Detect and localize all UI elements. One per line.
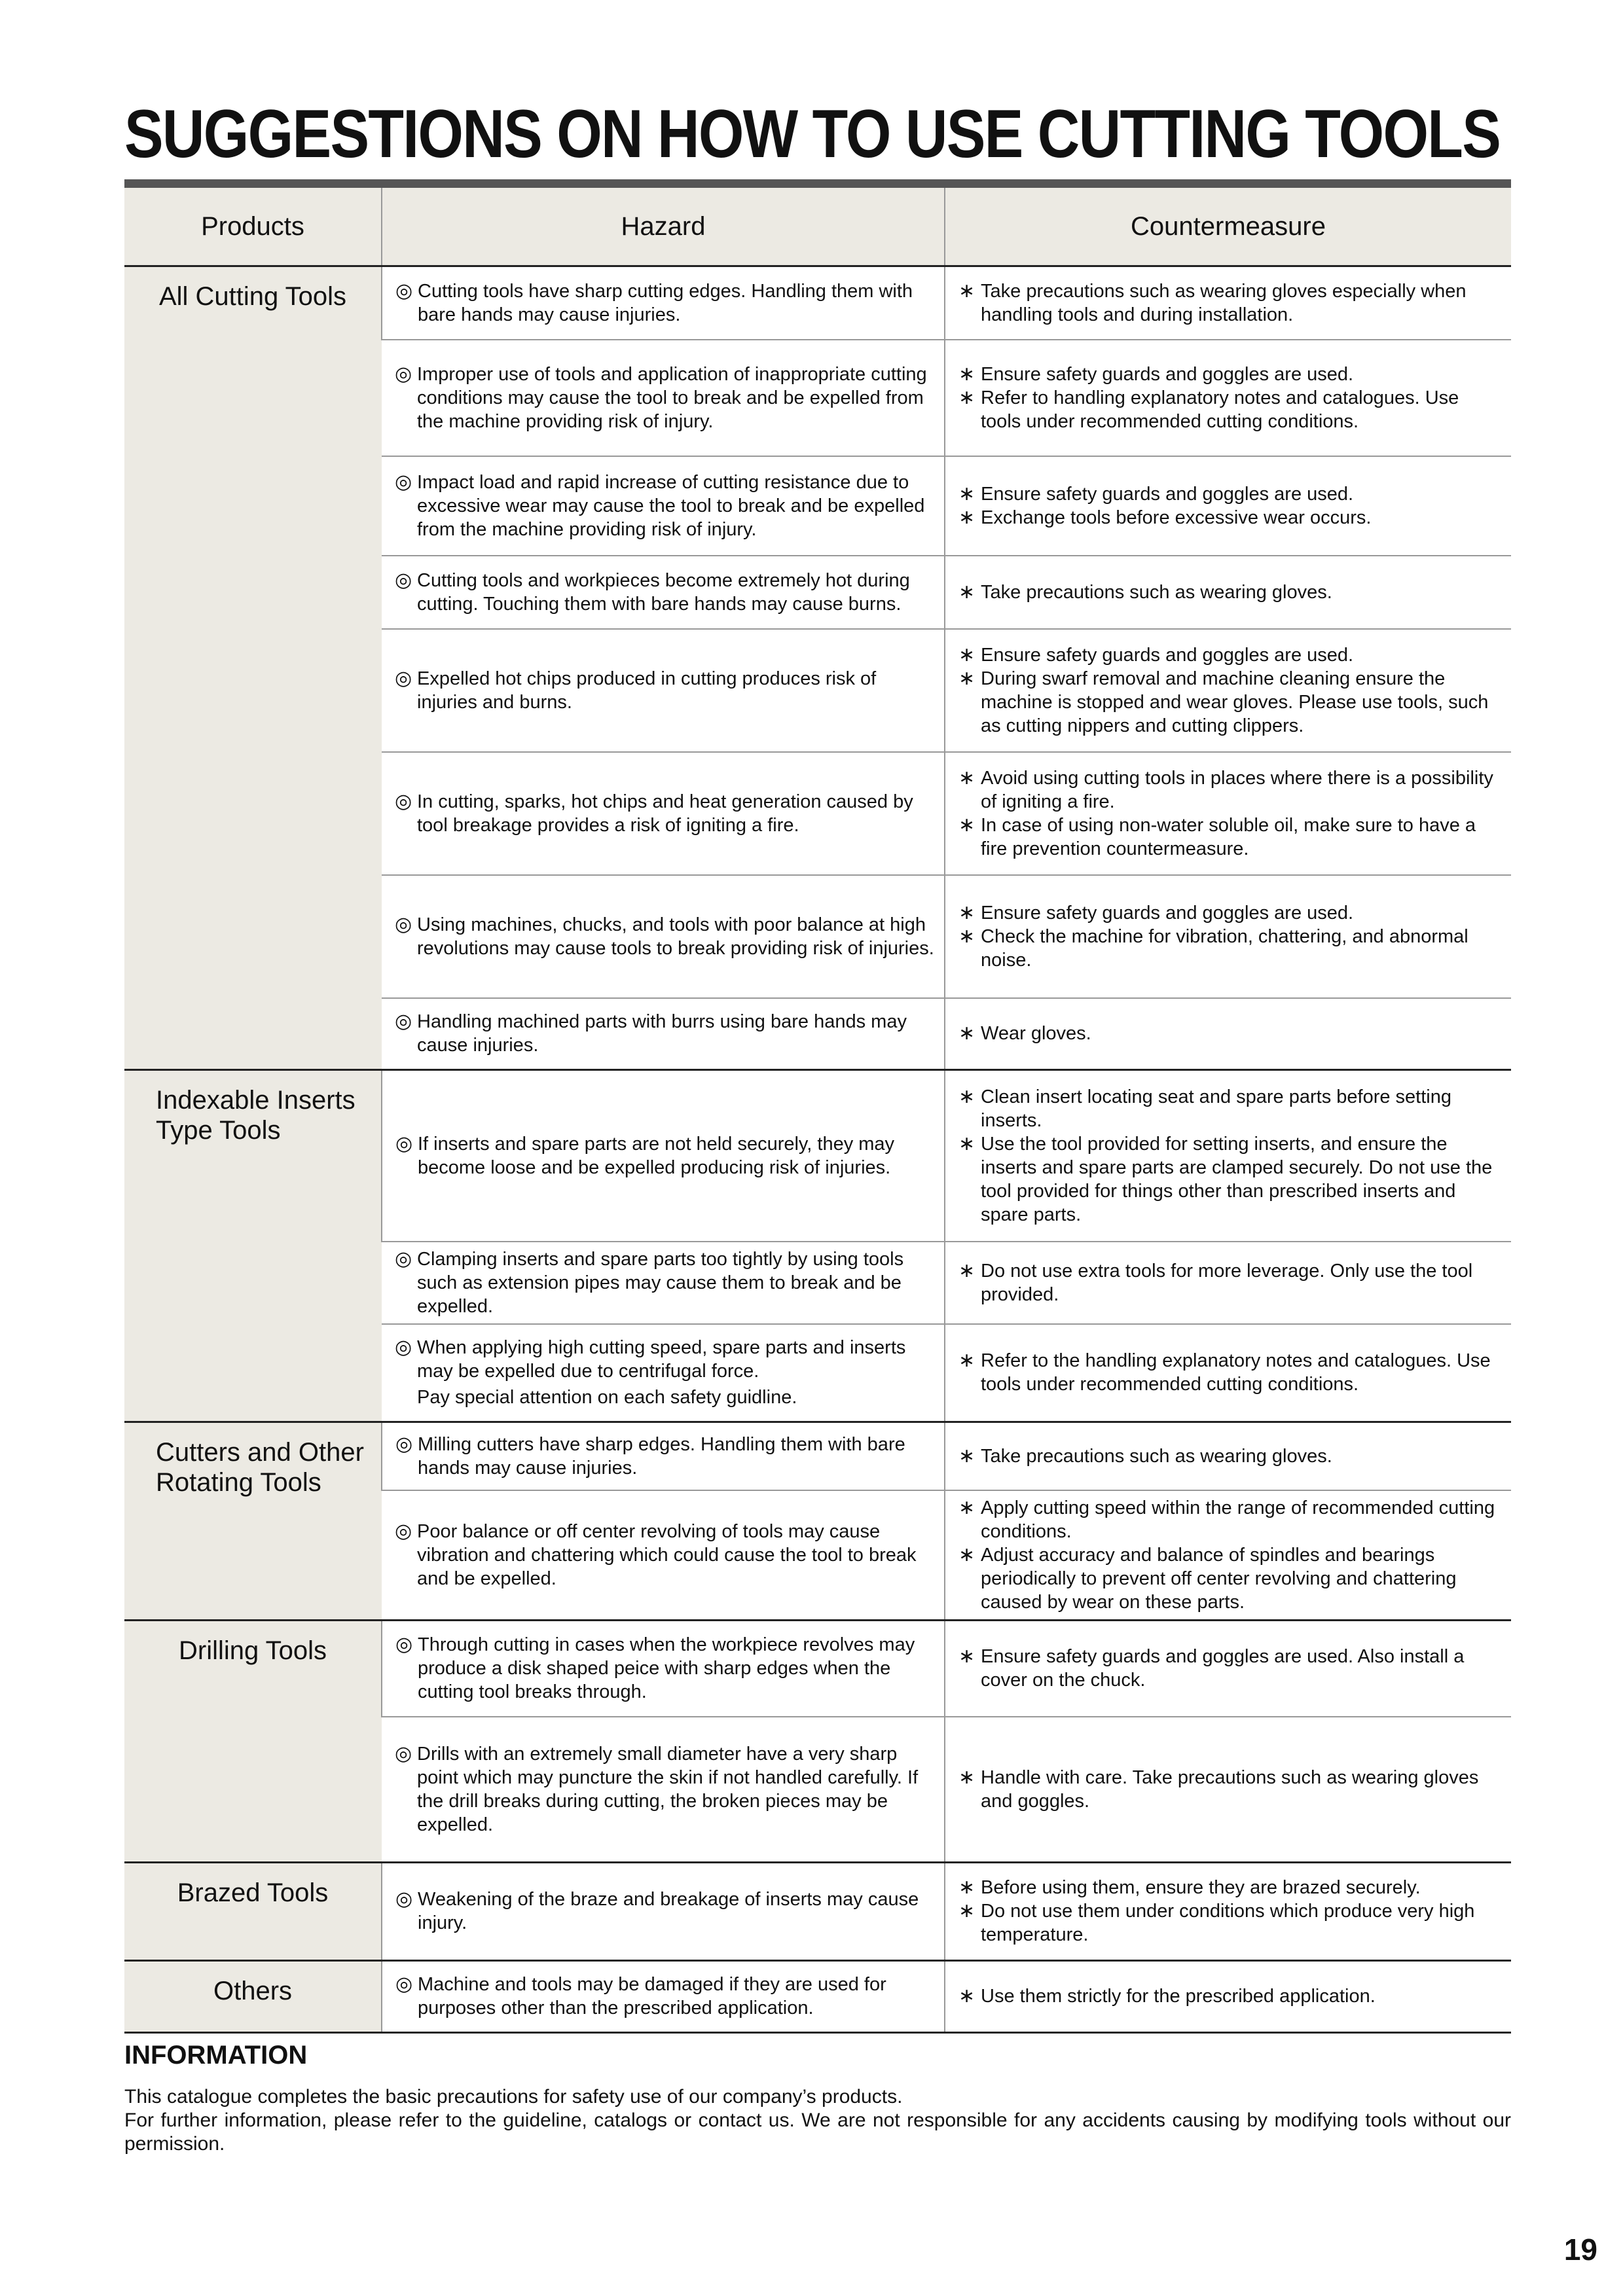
hazard-item: [395, 1888, 935, 1935]
hazard-marker-icon: ◎: [395, 1336, 412, 1359]
hazard-cell: [382, 266, 945, 340]
countermeasure-text: Clean insert locating seat and spare parts before setting inserts.: [981, 1086, 1451, 1131]
hazard-cell: [382, 875, 945, 998]
countermeasure-text: Do not use them under conditions which produce very high temperature.: [981, 1901, 1475, 1945]
header-countermeasure: Countermeasure: [945, 188, 1511, 266]
countermeasure-cell: [945, 1620, 1511, 1717]
asterisk-icon: ∗: [958, 363, 976, 385]
countermeasure-cell: [945, 1490, 1511, 1621]
asterisk-icon: ∗: [958, 1444, 976, 1467]
countermeasure-text: Exchange tools before excessive wear occurs.: [981, 507, 1372, 528]
countermeasure-text: Ensure safety guards and goggles are used. Also install a cover on the chuck.: [981, 1646, 1465, 1691]
hazard-text: If inserts and spare parts are not held securely, they may become loose and be expelled producing risk of injuries.: [418, 1133, 895, 1178]
table-row: [124, 266, 1511, 340]
countermeasure-item: [958, 1349, 1502, 1396]
asterisk-icon: ∗: [958, 1259, 976, 1282]
countermeasure-cell: [945, 1242, 1511, 1324]
countermeasure-text: Take precautions such as wearing gloves.: [981, 1445, 1332, 1467]
asterisk-icon: ∗: [958, 386, 976, 408]
hazard-cell: [382, 629, 945, 752]
hazard-item: [395, 1010, 935, 1057]
hazard-text: Weakening of the braze and breakage of inserts may cause injury.: [418, 1889, 919, 1933]
hazard-text: Through cutting in cases when the workpiece revolves may produce a disk shaped peice with sharp edges when the cutting tool breaks through.: [418, 1634, 915, 1703]
countermeasure-cell: [945, 629, 1511, 752]
countermeasure-text: Handle with care. Take precautions such as wearing gloves and goggles.: [981, 1767, 1479, 1812]
hazard-item: [395, 1973, 935, 2020]
asterisk-icon: ∗: [958, 814, 976, 836]
hazard-marker-icon: ◎: [395, 790, 412, 812]
asterisk-icon: ∗: [958, 1645, 976, 1668]
countermeasure-text: Refer to handling explanatory notes and catalogues. Use tools under recommended cutting conditions.: [981, 387, 1459, 432]
countermeasure-item: [958, 1085, 1502, 1132]
hazard-item: [395, 1336, 935, 1383]
countermeasure-text: Wear gloves.: [981, 1023, 1091, 1045]
table-row: [124, 1422, 1511, 1490]
hazard-text: Machine and tools may be damaged if they are used for purposes other than the prescribed application.: [418, 1974, 886, 2018]
table-row: [124, 1620, 1511, 1717]
hazard-cell: [382, 1242, 945, 1324]
hazard-text: Handling machined parts with burrs using bare hands may cause injuries.: [417, 1011, 907, 1056]
countermeasure-item: [958, 386, 1502, 433]
asterisk-icon: ∗: [958, 643, 976, 666]
countermeasure-cell: [945, 556, 1511, 629]
hazard-marker-icon: ◎: [395, 363, 412, 385]
hazard-item: [395, 471, 935, 541]
asterisk-icon: ∗: [958, 1766, 976, 1788]
hazard-marker-icon: ◎: [395, 569, 412, 591]
product-cell: Drilling Tools: [124, 1620, 382, 1862]
countermeasure-item: [958, 363, 1502, 386]
countermeasure-text: Ensure safety guards and goggles are used.: [981, 902, 1354, 924]
hazard-cell: [382, 1422, 945, 1490]
information-line: For further information, please refer to the guideline, catalogs or contact us. We are not responsible for any accidents causing by modifying tools without our permission.: [124, 2109, 1511, 2155]
countermeasure-text: Do not use extra tools for more leverage. Only use the tool provided.: [981, 1260, 1473, 1305]
hazard-item: [395, 1132, 935, 1179]
hazard-marker-icon: ◎: [395, 471, 412, 493]
product-cell: Cutters and Other Rotating Tools: [124, 1422, 382, 1621]
hazard-text: When applying high cutting speed, spare parts and inserts may be expelled due to centrifugal force.: [417, 1337, 906, 1382]
hazard-item: [395, 1742, 935, 1837]
product-cell: Others: [124, 1960, 382, 2032]
countermeasure-item: [958, 1984, 1502, 2008]
countermeasure-item: [958, 1766, 1502, 1813]
asterisk-icon: ∗: [958, 1900, 976, 1922]
hazard-cell: [382, 1717, 945, 1862]
asterisk-icon: ∗: [958, 1543, 976, 1566]
countermeasure-text: Before using them, ensure they are brazed securely.: [981, 1877, 1421, 1898]
hazard-text: Cutting tools have sharp cutting edges. Handling them with bare hands may cause injuries.: [418, 280, 913, 325]
asterisk-icon: ∗: [958, 279, 976, 302]
countermeasure-text: Take precautions such as wearing gloves.: [981, 581, 1332, 603]
hazard-cell: [382, 1862, 945, 1960]
hazard-marker-icon: ◎: [395, 1520, 412, 1542]
asterisk-icon: ∗: [958, 766, 976, 789]
hazard-text: Using machines, chucks, and tools with poor balance at high revolutions may cause tools to break providing risk of injuries.: [417, 914, 934, 959]
countermeasure-item: [958, 581, 1502, 604]
countermeasure-item: [958, 1876, 1502, 1899]
hazard-text: Improper use of tools and application of inappropriate cutting conditions may cause the tool to break and be expelled from the machine providing risk of injury.: [417, 363, 927, 432]
countermeasure-text: Take precautions such as wearing gloves especially when handling tools and during installation.: [981, 280, 1467, 325]
hazard-text: Impact load and rapid increase of cutting resistance due to excessive wear may cause the tool to break and be expelled from the machine providing risk of injury.: [417, 471, 925, 540]
hazard-item: [395, 279, 935, 327]
table-header-row: [124, 188, 1511, 266]
countermeasure-text: Adjust accuracy and balance of spindles and bearings periodically to prevent off center revolving and chattering caused by wear on these parts.: [981, 1544, 1457, 1613]
countermeasure-item: [958, 667, 1502, 738]
title-rule: [124, 179, 1511, 188]
hazard-cell: [382, 556, 945, 629]
hazard-text: Expelled hot chips produced in cutting produces risk of injuries and burns.: [417, 668, 877, 713]
asterisk-icon: ∗: [958, 1350, 976, 1372]
countermeasure-text: Check the machine for vibration, chattering, and abnormal noise.: [981, 925, 1468, 971]
hazard-cell: [382, 1070, 945, 1242]
asterisk-icon: ∗: [958, 925, 976, 947]
countermeasure-item: [958, 1496, 1502, 1543]
hazard-marker-icon: ◎: [395, 1011, 412, 1033]
countermeasure-item: [958, 1645, 1502, 1692]
asterisk-icon: ∗: [958, 482, 976, 505]
hazard-item: [395, 1433, 935, 1480]
hazard-item: [395, 790, 935, 837]
table-row: [124, 1070, 1511, 1242]
hazard-note: Pay special attention on each safety guidline.: [417, 1387, 797, 1408]
countermeasure-item: [958, 901, 1502, 925]
hazard-item: [395, 1247, 935, 1318]
countermeasure-item: [958, 1543, 1502, 1614]
countermeasure-text: During swarf removal and machine cleaning ensure the machine is stopped and wear gloves. Please use tools, such as cutting nippers and cutting clippers.: [981, 668, 1489, 736]
information-text: [124, 2085, 1511, 2156]
countermeasure-cell: [945, 1717, 1511, 1862]
hazard-cell: [382, 340, 945, 456]
countermeasure-cell: [945, 1324, 1511, 1422]
product-cell: Indexable Inserts Type Tools: [124, 1070, 382, 1422]
hazard-cell: [382, 1960, 945, 2032]
countermeasure-item: [958, 766, 1502, 814]
hazard-marker-icon: ◎: [395, 667, 412, 689]
countermeasure-text: Ensure safety guards and goggles are used.: [981, 644, 1354, 666]
countermeasure-text: In case of using non-water soluble oil, make sure to have a fire prevention countermeasure.: [981, 814, 1476, 859]
asterisk-icon: ∗: [958, 1085, 976, 1107]
hazard-marker-icon: ◎: [395, 1433, 413, 1455]
countermeasure-item: [958, 814, 1502, 861]
information-line: This catalogue completes the basic precautions for safety use of our company’s products.: [124, 2086, 903, 2108]
hazard-text: Cutting tools and workpieces become extremely hot during cutting. Touching them with bare hands may cause burns.: [417, 569, 910, 615]
countermeasure-text: Ensure safety guards and goggles are used.: [981, 483, 1354, 505]
asterisk-icon: ∗: [958, 1876, 976, 1898]
table-body: [124, 266, 1511, 2033]
hazard-item: [395, 1520, 935, 1590]
hazard-cell: [382, 1324, 945, 1422]
countermeasure-item: [958, 279, 1502, 327]
countermeasure-item: [958, 1132, 1502, 1227]
countermeasure-text: Use the tool provided for setting inserts, and ensure the inserts and spare parts are clamped securely. Do not use the tool provided for things other than prescribed inserts and spare parts.: [981, 1133, 1493, 1225]
asterisk-icon: ∗: [958, 1985, 976, 2007]
countermeasure-cell: [945, 340, 1511, 456]
hazard-text: Drills with an extremely small diameter have a very sharp point which may puncture the skin if not handled carefully. If the drill breaks during cutting, the broken pieces may be expelled.: [417, 1743, 919, 1835]
hazard-text: Clamping inserts and spare parts too tightly by using tools such as extension pipes may cause them to break and be expelled.: [417, 1248, 904, 1317]
hazard-item: [395, 667, 935, 714]
countermeasure-text: Refer to the handling explanatory notes and catalogues. Use tools under recommended cutting conditions.: [981, 1350, 1491, 1395]
asterisk-icon: ∗: [958, 581, 976, 603]
hazard-item: [395, 913, 935, 960]
asterisk-icon: ∗: [958, 667, 976, 689]
hazard-marker-icon: ◎: [395, 1973, 413, 1995]
hazard-cell: [382, 1620, 945, 1717]
hazard-text: Poor balance or off center revolving of tools may cause vibration and chattering which could cause the tool to break and be expelled.: [417, 1520, 917, 1589]
asterisk-icon: ∗: [958, 1496, 976, 1518]
hazard-item: [395, 1633, 935, 1704]
countermeasure-cell: [945, 998, 1511, 1070]
hazard-cell: [382, 456, 945, 556]
safety-table: [124, 188, 1511, 2034]
countermeasure-text: Apply cutting speed within the range of recommended cutting conditions.: [981, 1497, 1495, 1542]
countermeasure-item: [958, 1022, 1502, 1045]
hazard-cell: [382, 1490, 945, 1621]
information-title: INFORMATION: [124, 2041, 308, 2070]
countermeasure-text: Use them strictly for the prescribed application.: [981, 1986, 1376, 2007]
countermeasure-item: [958, 643, 1502, 667]
hazard-marker-icon: ◎: [395, 279, 413, 302]
countermeasure-item: [958, 482, 1502, 506]
asterisk-icon: ∗: [958, 506, 976, 528]
hazard-item: [395, 569, 935, 616]
hazard-item: [395, 363, 935, 433]
header-products: Products: [124, 188, 382, 266]
countermeasure-cell: [945, 266, 1511, 340]
hazard-marker-icon: ◎: [395, 1742, 412, 1765]
countermeasure-cell: [945, 752, 1511, 875]
table-row: [124, 1862, 1511, 1960]
hazard-marker-icon: ◎: [395, 1888, 413, 1910]
hazard-marker-icon: ◎: [395, 1247, 412, 1270]
page-number: 19: [1563, 2233, 1597, 2267]
countermeasure-cell: [945, 1422, 1511, 1490]
countermeasure-item: [958, 1259, 1502, 1306]
header-hazard: Hazard: [382, 188, 945, 266]
hazard-marker-icon: ◎: [395, 913, 412, 935]
countermeasure-cell: [945, 456, 1511, 556]
countermeasure-item: [958, 925, 1502, 972]
countermeasure-text: Ensure safety guards and goggles are used.: [981, 363, 1354, 385]
countermeasure-text: Avoid using cutting tools in places where there is a possibility of igniting a fire.: [981, 767, 1493, 812]
asterisk-icon: ∗: [958, 1132, 976, 1155]
countermeasure-cell: [945, 875, 1511, 998]
product-cell: All Cutting Tools: [124, 266, 382, 1070]
countermeasure-item: [958, 1899, 1502, 1946]
table-row: [124, 1960, 1511, 2032]
countermeasure-cell: [945, 1960, 1511, 2032]
countermeasure-item: [958, 1444, 1502, 1468]
hazard-text: In cutting, sparks, hot chips and heat generation caused by tool breakage provides a risk of igniting a fire.: [417, 791, 913, 836]
page-title: SUGGESTIONS ON HOW TO USE CUTTING TOOLS: [124, 96, 1501, 172]
hazard-marker-icon: ◎: [395, 1634, 413, 1656]
countermeasure-cell: [945, 1070, 1511, 1242]
countermeasure-cell: [945, 1862, 1511, 1960]
asterisk-icon: ∗: [958, 901, 976, 924]
hazard-text: Milling cutters have sharp edges. Handling them with bare hands may cause injuries.: [418, 1433, 905, 1479]
hazard-marker-icon: ◎: [395, 1132, 413, 1155]
hazard-cell: [382, 752, 945, 875]
hazard-cell: [382, 998, 945, 1070]
asterisk-icon: ∗: [958, 1022, 976, 1045]
countermeasure-item: [958, 506, 1502, 529]
product-cell: Brazed Tools: [124, 1862, 382, 1960]
